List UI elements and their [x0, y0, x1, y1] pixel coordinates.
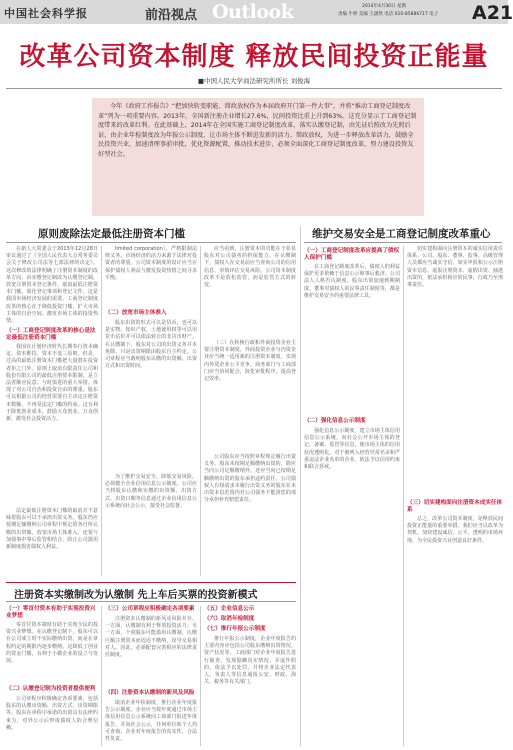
column-divider — [403, 246, 404, 746]
column-4a — [304, 264, 400, 414]
column-5a — [6, 622, 98, 682]
section-divider — [300, 226, 301, 746]
column-name: 前沿视点 — [145, 8, 198, 23]
byline: ■中国人民大学商法研究所所长 刘俊海 — [197, 77, 311, 85]
paragraph: 零首付资本制度有助于实现全民的投资兴业梦想。在认缴登记制下，股东可以在公司成立时不实际缴纳出资，而是在章程约定的期限内逐步缴纳。这降低了创业的资金门槛，有利于小微企业的设立与发展。 — [6, 622, 98, 665]
column-3a — [204, 246, 296, 336]
paragraph: 我国在计划经济时代长期奉行资本确定、资本维持、资本不变三原则。但是，过高的最低注册资本门槛把大量潜在投资者拒之门外。原则上取消有限责任公司和股份有限公司的最低注册资本限制，是立法者顺应民意、与时俱进的重大举措，体现了对公司自治和投资自由的尊重。股东可以根据公司的经营需要自主决定注册资本数额，不再受法定门槛的约束。这有利于降低创业成本，鼓励大众创业、万众创新，激发社会投资活力。 — [6, 344, 98, 423]
column-4c — [407, 246, 503, 496]
lead-box — [92, 98, 424, 216]
column-divider — [101, 606, 102, 746]
column-2b — [105, 320, 197, 470]
column-3c — [204, 454, 296, 578]
paragraph: （三）在转换行政和外商投资企业主要注册资本制度。外商投资企业与内资企业应当统一适用新的注册资本制度，实现内外资企业公平竞争。商务部门与工商部门应当协同配合，简化审批程序，提高登记效率。 — [204, 340, 296, 383]
column-5b — [6, 696, 98, 746]
column-7b — [407, 516, 503, 746]
section-1-rule — [6, 242, 296, 243]
page-header — [0, 0, 513, 24]
paragraph: 公司股东应当按照章程规定履行出资义务。股东未按期足额缴纳出资的，除应当向公司足额缴纳外，还应当向已按期足额缴纳出资的股东承担违约责任。公司债权人有权请求未履行出资义务的股东在未出资本息范围内对公司债务不能清偿的部分承担补充赔偿责任。 — [204, 454, 296, 504]
column-2c — [105, 474, 197, 578]
paragraph: limited corporation），严格限制法律义务。市场经济的活力来源于法律对投资者的尊重。公司资本制度的设计应当在保护债权人利益与激发投资热情之间寻求平衡。 — [105, 246, 197, 281]
column-1b — [6, 344, 98, 504]
section-3-underline — [6, 601, 296, 602]
lead-paragraph: 今年《政府工作报告》“把加快转变职能、简政放权作为本届政府开门第一件大事”，并将“推动工商登记制度改革”列为一项重要内容。2013年，全国新注册企业增长27.6%，民间投资比重上升到63%。这充分显示了工商登记制度带来的改革红利。在此基础上，2014年在全国实施工商登记制度改革，落实认缴登记制，由先证后照改为先照后证，由企业年检制度改为年报公示制度，让市场主体不断迸发新的活力。简政放权，为进一步释放改革活力，鼓励全民投资兴业，加速清理事前审批，优化资源配置，推动技术进步，必须全面深化工商登记制度改革，努力建设投资友好型社会。 — [98, 103, 417, 158]
column-divider — [101, 246, 102, 576]
section-1-title: 原则废除法定最低注册资本门槛 — [38, 228, 185, 240]
subheading-3-2: （二）认缴登记制为投资者提供便利 — [6, 686, 96, 692]
paragraph: 在工商登记制度改革后，债权人的利益保护更多依赖于信息公示和事后救济。公司法人人格否认制度、股东出资加速到期制度、董事对债权人的民事责任制度等，都是维护交易安全的重要法律工具。 — [304, 264, 400, 299]
section-3-rule — [6, 582, 296, 583]
editor-credits: 责编 牛婷 美编 王潇然 电话 010-85886717 电子 — [338, 12, 439, 17]
paragraph: 在新人大常委会于2013年12月28日审议通过了《全国人民代表大会常务委员会关于修改公司法等七部法律的决定》。这次修改的法律明确了注册资本制度的改革方向，由实缴登记制改为认缴登记制，放宽注册资本登记条件，取消最低注册资本门槛，简化登记事项和登记文件，这是我国市场经济发展的需要。工商登记制度改革的核心在于降低投资门槛、扩大市场主体的自治空间、激发市场主体的投资热情。 — [6, 246, 98, 325]
paragraph: 法定最低注册资本门槛的取消并不意味着股东可以不承担出资义务。股东仍应按期足额缴纳公司章程中规定的各自所认缴的出资额。放宽市场主体准入，还要与加强事中事后监管相结合，防止公司滥用新制度损害债权人利益。 — [6, 508, 98, 551]
page-number: A21 — [472, 2, 513, 24]
divider — [6, 88, 502, 89]
subheading-2-2: （二）强化信息公示制度 — [304, 418, 366, 424]
subheading-3-3: （三）公司章程应积极确定各项要素 — [105, 606, 195, 612]
subheading-2-3: （三）切实建构面向注册资本成实任体系 — [407, 500, 503, 513]
paragraph: 注册资本认缴制的新风及风险并存。一方面，认缴制有利于释放投资活力；另一方面，个别股东可能滥用认缴制，认缴巨额注册资本而迟迟不缴纳，误导交易相对人。因此，必须配套完善相应的法律责任制度。 — [105, 616, 197, 659]
paragraph: 公司章程应积极确定各项要素，包括股东的认缴出资额、出资方式、出资期限等。股东在章程中承诺的出资具有法律约束力，对外公示后形成债权人的合理信赖。 — [6, 696, 98, 731]
subheading-3-4: （四）注册资本认缴制的新风及风险 — [105, 690, 195, 696]
subheading-3-7: （七）推行年报公示制度 — [204, 626, 266, 632]
section-3-title: 注册资本实缴制改为认缴制 先上车后买票的投资新模式 — [14, 590, 258, 601]
paragraph: 切实建构面向注册资本的诚实信用责任体系。公司、股东、董事、监事、高级管理人员都应当诚实守信，如实申报和公示注册资本信息。虚报注册资本、虚假出资、抽逃出资的，依法承担相应的民事、行政乃至刑事责任。 — [407, 246, 503, 289]
column-1c — [6, 508, 98, 578]
subheading-2-1: （一）工商登记制度改革应提高了债权人保护门槛 — [304, 248, 400, 261]
section-2-rule — [304, 242, 502, 243]
newspaper-name-text: 中国社会科学报 — [4, 7, 88, 20]
newspaper-name — [4, 5, 88, 21]
column-6b — [105, 700, 197, 746]
outlook-wordmark: Outlook — [212, 1, 294, 23]
column-6a — [105, 616, 197, 686]
column-2a — [105, 246, 197, 306]
paragraph: 推行年报公示制度，企业年度报告的主要内容应包括公司股东缴纳出资情况、资产状况等。工商部门对企业年度报告进行抽查，发现隐瞒真实情况、弄虚作假的，依法予以处罚，并将企业法定代表人、负责人等信息通报公安、财政、海关、税务等有关部门。 — [204, 636, 296, 686]
issue-date: 2014年4月30日 星期 — [362, 4, 406, 9]
subheading-3-1: （一）零首付资本有助于实现投资兴业梦想 — [6, 606, 96, 619]
column-4b — [304, 428, 400, 578]
column-3b — [204, 340, 296, 450]
section-2-title: 维护交易安全是工商登记制度改革重心 — [312, 228, 491, 240]
main-headline: 改革公司资本制度 释放民间投资正能量 — [19, 42, 489, 72]
column-divider — [200, 606, 201, 746]
subheading-1-1: （一）工商登记制度改革的核心是法定最低注册资本门槛 — [6, 328, 96, 341]
paragraph: 股东出资的形式可以是货币，也可以是实物、知识产权、土地使用权等可以用货币估价并可以依法转让的非货币财产。在认缴制下，股东对公司的出资义务并未免除，只是出资期限由股东自主约定。公司章程应当载明股东认缴的出资额、出资方式和出资时间。 — [105, 320, 197, 370]
paragraph: 应当看到，注册资本的功能在于彰显股东对公司债务的担保能力。在认缴制下，债权人在交易前应当查询公司的信用信息，审慎评估交易风险。公司资本制度改革不是放松监管，而是监管方式的转变。 — [204, 246, 296, 289]
paragraph: 为了维护交易安全，降低交易风险，必须健全企业信用信息公示制度。公司应当将股东认缴和实缴的出资额、出资方式、出资日期等信息通过企业信用信息公示系统向社会公示，接受社会监督。 — [105, 474, 197, 509]
paragraph: 强化信息公示制度，建立市场主体信用信息公示系统，向社会公开市场主体的登记、备案、监管等信息，使市场主体的信用状况透明化。对于被列入经营异常名录和严重违法企业名单的企业，依法予以信用约束和联合惩戒。 — [304, 428, 400, 471]
paragraph: 总之，改革公司资本制度，是释放民间投资正能量的重要举措。我们应当以改革为契机，加快建设诚信、公平、透明的市场环境，为全民投资兴业创造良好条件。 — [407, 516, 503, 544]
subheading-1-2: （二）放宽市场主体准入 — [105, 310, 167, 316]
paragraph: 取消企业年检制度，推行企业年度报告公示制度。企业应当按年度通过市场主体信用信息公示系统向工商部门报送年度报告，并向社会公示，任何单位和个人均可查询。企业对年度报告的真实性、合法性负责。 — [105, 700, 197, 743]
column-divider — [200, 246, 201, 576]
subheading-3-6: （六）取消年检制度 — [204, 616, 255, 622]
subheading-3-5: （五）企业信息公示 — [204, 606, 255, 612]
column-1a — [6, 246, 98, 326]
column-7a — [204, 636, 296, 746]
